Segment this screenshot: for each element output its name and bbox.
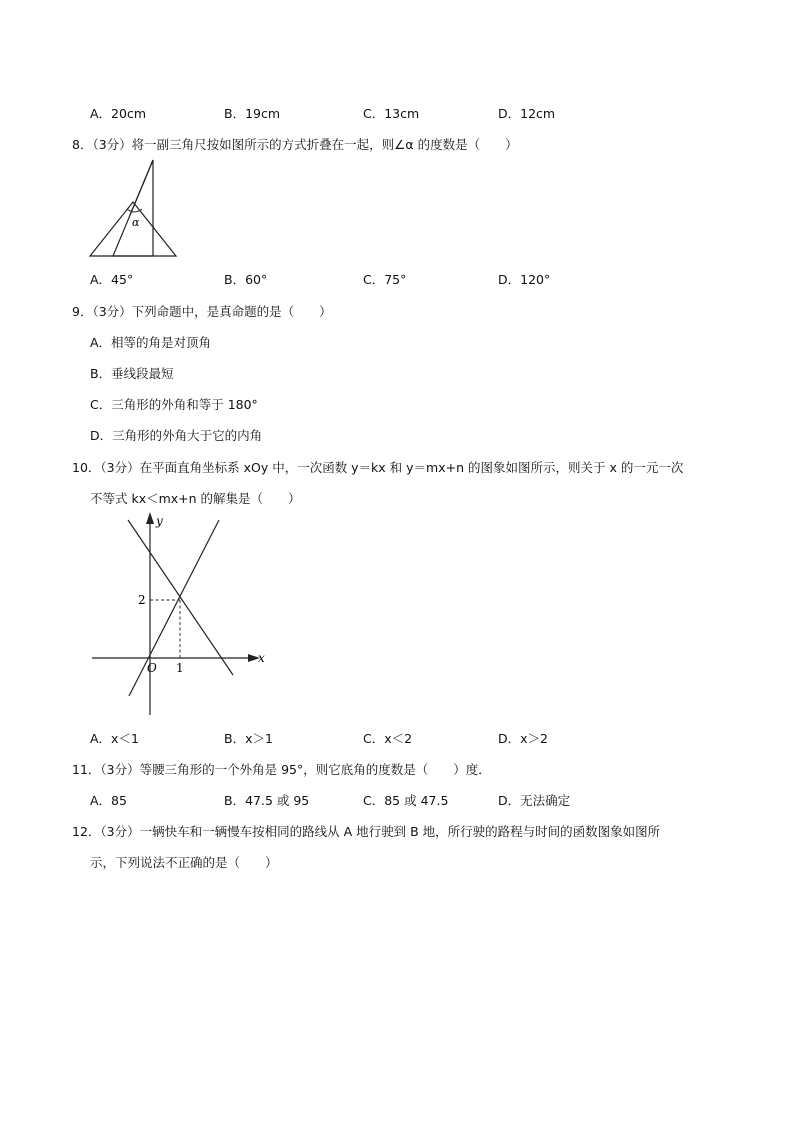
q8-option-d[interactable]: D．120° bbox=[498, 272, 551, 287]
q10-stem-line2: 不等式 kx＜mx+n 的解集是（ ） bbox=[90, 491, 301, 506]
q7-option-c[interactable]: C．13cm bbox=[363, 106, 420, 121]
q12-stem-line2: 示，下列说法不正确的是（ ） bbox=[90, 855, 278, 870]
angle-arc bbox=[127, 209, 142, 212]
q10-option-c[interactable]: C．x＜2 bbox=[363, 731, 413, 746]
y-tick-label: 2 bbox=[138, 593, 146, 607]
q8-stem: 8．（3分）将一副三角尺按如图所示的方式折叠在一起，则∠α 的度数是（ ） bbox=[72, 137, 518, 152]
q12-stem-line1: 12．（3分）一辆快车和一辆慢车按相同的路线从 A 地行驶到 B 地，所行驶的路程与时间的函数图象如图所 bbox=[72, 824, 661, 839]
q7-option-d[interactable]: D．12cm bbox=[498, 106, 556, 121]
angle-alpha-label: α bbox=[132, 216, 140, 229]
q11-option-a[interactable]: A．85 bbox=[90, 793, 127, 808]
q9-stem: 9．（3分）下列命题中，是真命题的是（ ） bbox=[72, 304, 332, 319]
q10-option-b[interactable]: B．x＞1 bbox=[224, 731, 273, 746]
isoceles-right-triangle bbox=[90, 202, 176, 256]
x-axis-label: x bbox=[258, 651, 265, 665]
q10-coordinate-graph bbox=[88, 512, 274, 720]
q9-option-a[interactable]: A．相等的角是对顶角 bbox=[90, 335, 212, 350]
q10-option-a[interactable]: A．x＜1 bbox=[90, 731, 139, 746]
q8-option-a[interactable]: A．45° bbox=[90, 272, 134, 287]
q7-option-b[interactable]: B．19cm bbox=[224, 106, 281, 121]
q11-stem: 11．（3分）等腰三角形的一个外角是 95°，则它底角的度数是（ ）度． bbox=[72, 762, 491, 777]
y-axis-label: y bbox=[156, 514, 163, 528]
q10-stem-line1: 10．（3分）在平面直角坐标系 xOy 中，一次函数 y＝kx 和 y＝mx+n 的图象如图所示，则关于 x 的一元一次 bbox=[72, 460, 684, 475]
q8-triangle-figure bbox=[86, 157, 182, 260]
q9-option-c[interactable]: C．三角形的外角和等于 180° bbox=[90, 397, 258, 412]
q9-option-b[interactable]: B．垂线段最短 bbox=[90, 366, 174, 381]
q8-option-b[interactable]: B．60° bbox=[224, 272, 268, 287]
q9-option-d[interactable]: D．三角形的外角大于它的内角 bbox=[90, 428, 263, 443]
origin-label: O bbox=[147, 661, 157, 675]
x-tick-label: 1 bbox=[176, 661, 184, 675]
line-y-kx bbox=[129, 520, 219, 696]
q11-option-d[interactable]: D．无法确定 bbox=[498, 793, 571, 808]
q11-option-b[interactable]: B．47.5 或 95 bbox=[224, 793, 310, 808]
y-axis-arrow bbox=[146, 512, 154, 524]
q11-option-c[interactable]: C．85 或 47.5 bbox=[363, 793, 449, 808]
q7-option-a[interactable]: A．20cm bbox=[90, 106, 147, 121]
q8-option-c[interactable]: C．75° bbox=[363, 272, 407, 287]
q10-option-d[interactable]: D．x＞2 bbox=[498, 731, 548, 746]
